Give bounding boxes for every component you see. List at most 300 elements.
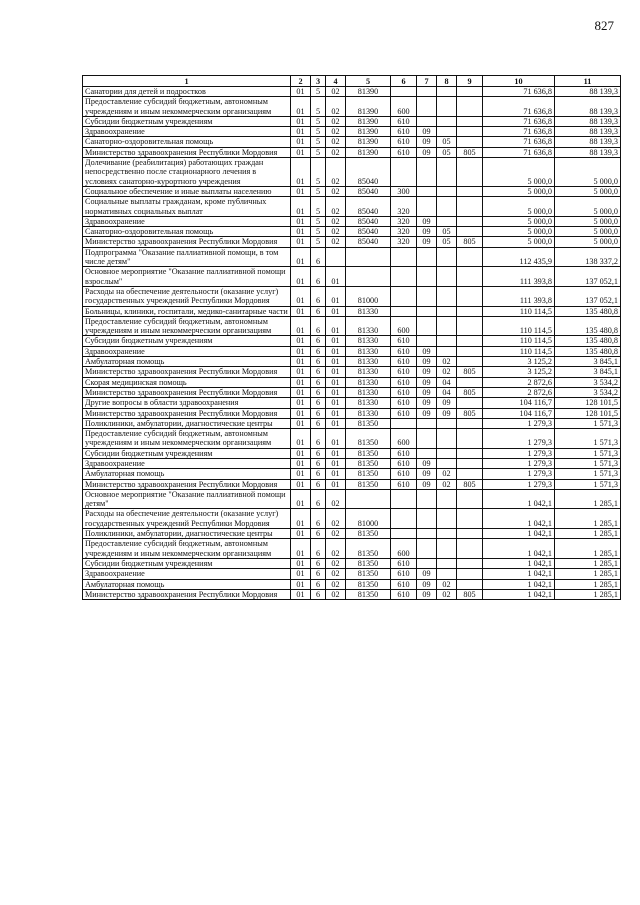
code-cell: 01 [291, 316, 311, 336]
code-cell [457, 448, 483, 458]
code-cell: 610 [391, 558, 417, 568]
code-cell [417, 186, 437, 196]
code-cell: 5 [311, 127, 326, 137]
code-cell [457, 346, 483, 356]
code-cell: 5 [311, 227, 326, 237]
code-cell [437, 346, 457, 356]
table-row [83, 316, 621, 336]
code-cell [417, 418, 437, 428]
amount-cell: 3 845,1 [555, 357, 621, 367]
amount-cell: 1 042,1 [483, 489, 555, 509]
code-cell [457, 97, 483, 117]
amount-cell: 2 872,6 [483, 387, 555, 397]
code-cell: 09 [417, 137, 437, 147]
amount-cell: 2 872,6 [483, 377, 555, 387]
code-cell [417, 509, 437, 529]
amount-cell: 1 285,1 [555, 558, 621, 568]
code-cell: 81350 [346, 529, 391, 539]
code-cell: 85040 [346, 186, 391, 196]
amount-cell: 5 000,0 [483, 186, 555, 196]
code-cell: 01 [291, 147, 311, 157]
code-cell: 6 [311, 377, 326, 387]
row-name: Основное мероприятие "Оказание паллиативной помощи детям" [83, 489, 291, 509]
code-cell: 01 [291, 569, 311, 579]
table-row [83, 429, 621, 449]
row-name: Санаторно-оздоровительная помощь [83, 227, 291, 237]
code-cell: 01 [291, 247, 311, 267]
amount-cell: 135 480,8 [555, 346, 621, 356]
code-cell [457, 509, 483, 529]
code-cell [457, 227, 483, 237]
code-cell: 01 [291, 398, 311, 408]
table-row [83, 589, 621, 599]
code-cell: 85040 [346, 227, 391, 237]
code-cell: 01 [291, 579, 311, 589]
code-cell: 81350 [346, 429, 391, 449]
amount-cell: 112 435,9 [483, 247, 555, 267]
code-cell: 02 [326, 116, 346, 126]
code-cell: 01 [326, 286, 346, 306]
row-name: Предоставление субсидий бюджетным, автономным учреждениям и иным некоммерческим организациям [83, 97, 291, 117]
code-cell: 610 [391, 377, 417, 387]
row-name: Министерство здравоохранения Республики Мордовия [83, 147, 291, 157]
code-cell: 610 [391, 479, 417, 489]
code-cell: 09 [417, 579, 437, 589]
code-cell: 02 [326, 158, 346, 187]
code-cell: 01 [291, 458, 311, 468]
code-cell: 81330 [346, 336, 391, 346]
code-cell: 805 [457, 589, 483, 599]
row-name: Социальные выплаты гражданам, кроме публичных нормативных социальных выплат [83, 197, 291, 217]
amount-cell: 1 042,1 [483, 589, 555, 599]
amount-cell: 5 000,0 [483, 197, 555, 217]
row-name: Субсидии бюджетным учреждениям [83, 336, 291, 346]
code-cell [437, 418, 457, 428]
table-row [83, 558, 621, 568]
code-cell: 04 [437, 387, 457, 397]
code-cell [457, 158, 483, 187]
code-cell [437, 529, 457, 539]
code-cell: 6 [311, 367, 326, 377]
row-name: Расходы на обеспечение деятельности (оказание услуг) государственных учреждений Республики Мордовия [83, 509, 291, 529]
amount-cell: 71 636,8 [483, 127, 555, 137]
table-row [83, 479, 621, 489]
table-row [83, 469, 621, 479]
amount-cell: 71 636,8 [483, 147, 555, 157]
code-cell: 610 [391, 589, 417, 599]
row-name: Поликлиники, амбулатории, диагностические центры [83, 418, 291, 428]
page-number: 827 [594, 18, 614, 33]
code-cell: 81000 [346, 286, 391, 306]
code-cell [437, 336, 457, 346]
code-cell: 09 [417, 127, 437, 137]
code-cell: 5 [311, 186, 326, 196]
row-name: Амбулаторная помощь [83, 357, 291, 367]
code-cell: 09 [417, 469, 437, 479]
amount-cell: 1 571,3 [555, 448, 621, 458]
code-cell [437, 306, 457, 316]
code-cell [437, 429, 457, 449]
table-row [83, 306, 621, 316]
table-row [83, 539, 621, 559]
code-cell: 01 [291, 479, 311, 489]
code-cell: 02 [326, 489, 346, 509]
row-name: Здравоохранение [83, 458, 291, 468]
code-cell [417, 306, 437, 316]
code-cell: 6 [311, 316, 326, 336]
code-cell [417, 267, 437, 287]
amount-cell: 3 125,2 [483, 357, 555, 367]
code-cell: 01 [326, 387, 346, 397]
code-cell [391, 286, 417, 306]
code-cell: 6 [311, 398, 326, 408]
code-cell [437, 558, 457, 568]
code-cell: 6 [311, 408, 326, 418]
code-cell: 01 [291, 377, 311, 387]
code-cell [346, 489, 391, 509]
code-cell: 02 [326, 237, 346, 247]
code-cell: 09 [417, 367, 437, 377]
amount-cell: 1 279,3 [483, 479, 555, 489]
code-cell: 6 [311, 489, 326, 509]
code-cell [437, 316, 457, 336]
code-cell: 5 [311, 97, 326, 117]
code-cell: 01 [291, 127, 311, 137]
code-cell: 01 [291, 418, 311, 428]
amount-cell: 1 285,1 [555, 489, 621, 509]
row-name: Расходы на обеспечение деятельности (оказание услуг) государственных учреждений Республики Мордовия [83, 286, 291, 306]
code-cell: 805 [457, 387, 483, 397]
header-row [83, 76, 621, 87]
code-cell: 610 [391, 569, 417, 579]
code-cell [437, 448, 457, 458]
code-cell: 05 [437, 227, 457, 237]
row-name: Министерство здравоохранения Республики Мордовия [83, 408, 291, 418]
code-cell [437, 489, 457, 509]
code-cell [457, 87, 483, 97]
table-row [83, 186, 621, 196]
amount-cell: 5 000,0 [555, 186, 621, 196]
amount-cell: 3 125,2 [483, 367, 555, 377]
code-cell: 805 [457, 479, 483, 489]
code-cell [457, 127, 483, 137]
code-cell [437, 87, 457, 97]
table-row [83, 267, 621, 287]
code-cell: 600 [391, 429, 417, 449]
amount-cell: 128 101,5 [555, 408, 621, 418]
amount-cell: 1 285,1 [555, 569, 621, 579]
code-cell [457, 398, 483, 408]
amount-cell: 1 285,1 [555, 579, 621, 589]
code-cell: 5 [311, 137, 326, 147]
code-cell: 610 [391, 147, 417, 157]
code-cell: 81330 [346, 346, 391, 356]
code-cell: 6 [311, 448, 326, 458]
code-cell: 81350 [346, 458, 391, 468]
code-cell: 81390 [346, 137, 391, 147]
amount-cell: 1 042,1 [483, 569, 555, 579]
code-cell [457, 579, 483, 589]
amount-cell: 1 042,1 [483, 558, 555, 568]
amount-cell: 88 139,3 [555, 97, 621, 117]
code-cell [457, 469, 483, 479]
code-cell: 01 [326, 336, 346, 346]
code-cell [391, 158, 417, 187]
code-cell: 09 [417, 237, 437, 247]
code-cell: 09 [417, 346, 437, 356]
code-cell: 6 [311, 418, 326, 428]
row-name: Министерство здравоохранения Республики Мордовия [83, 387, 291, 397]
code-cell: 320 [391, 227, 417, 237]
amount-cell: 88 139,3 [555, 127, 621, 137]
code-cell: 01 [326, 448, 346, 458]
amount-cell: 3 845,1 [555, 367, 621, 377]
code-cell: 02 [437, 479, 457, 489]
code-cell: 01 [326, 306, 346, 316]
code-cell: 09 [417, 387, 437, 397]
table-row [83, 509, 621, 529]
code-cell: 81330 [346, 306, 391, 316]
amount-cell: 1 571,3 [555, 479, 621, 489]
amount-cell: 5 000,0 [555, 237, 621, 247]
code-cell: 81350 [346, 418, 391, 428]
amount-cell: 137 052,1 [555, 286, 621, 306]
table-row [83, 336, 621, 346]
code-cell: 02 [326, 529, 346, 539]
code-cell: 02 [437, 367, 457, 377]
amount-cell: 71 636,8 [483, 116, 555, 126]
code-cell: 6 [311, 579, 326, 589]
row-name: Министерство здравоохранения Республики Мордовия [83, 367, 291, 377]
code-cell [417, 558, 437, 568]
code-cell [417, 87, 437, 97]
code-cell [417, 197, 437, 217]
amount-cell: 88 139,3 [555, 137, 621, 147]
code-cell: 01 [326, 469, 346, 479]
row-name: Амбулаторная помощь [83, 469, 291, 479]
code-cell: 01 [291, 186, 311, 196]
code-cell: 01 [291, 306, 311, 316]
code-cell: 6 [311, 267, 326, 287]
code-cell: 81330 [346, 357, 391, 367]
code-cell: 02 [326, 87, 346, 97]
code-cell: 5 [311, 147, 326, 157]
code-cell: 805 [457, 147, 483, 157]
amount-cell: 1 571,3 [555, 418, 621, 428]
code-cell: 01 [291, 97, 311, 117]
code-cell: 81350 [346, 579, 391, 589]
amount-cell: 5 000,0 [483, 227, 555, 237]
column-header: 7 [417, 76, 437, 87]
code-cell [437, 539, 457, 559]
code-cell [391, 529, 417, 539]
code-cell: 81390 [346, 116, 391, 126]
row-name: Долечивание (реабилитация) работающих граждан непосредственно после стационарного лечения в условиях санаторно-курортного учреждения [83, 158, 291, 187]
code-cell: 01 [291, 489, 311, 509]
code-cell: 81330 [346, 367, 391, 377]
code-cell [457, 539, 483, 559]
code-cell: 01 [326, 479, 346, 489]
row-name: Здравоохранение [83, 569, 291, 579]
code-cell [457, 336, 483, 346]
code-cell: 01 [291, 227, 311, 237]
code-cell [457, 458, 483, 468]
row-name: Основное мероприятие "Оказание паллиативной помощи взрослым" [83, 267, 291, 287]
code-cell: 300 [391, 186, 417, 196]
code-cell: 09 [417, 589, 437, 599]
code-cell: 01 [291, 509, 311, 529]
row-name: Скорая медицинская помощь [83, 377, 291, 387]
code-cell: 610 [391, 387, 417, 397]
code-cell: 610 [391, 398, 417, 408]
code-cell: 85040 [346, 216, 391, 226]
column-header: 10 [483, 76, 555, 87]
code-cell: 5 [311, 116, 326, 126]
code-cell: 05 [437, 137, 457, 147]
row-name: Здравоохранение [83, 346, 291, 356]
code-cell: 01 [291, 87, 311, 97]
amount-cell: 1 279,3 [483, 448, 555, 458]
code-cell: 02 [326, 197, 346, 217]
code-cell [457, 529, 483, 539]
code-cell: 01 [326, 267, 346, 287]
table-row [83, 158, 621, 187]
code-cell: 81330 [346, 377, 391, 387]
code-cell: 6 [311, 357, 326, 367]
code-cell: 81330 [346, 387, 391, 397]
code-cell: 05 [437, 147, 457, 157]
code-cell [346, 247, 391, 267]
code-cell: 610 [391, 458, 417, 468]
code-cell: 09 [437, 398, 457, 408]
column-header: 9 [457, 76, 483, 87]
amount-cell: 71 636,8 [483, 137, 555, 147]
code-cell [391, 306, 417, 316]
column-header: 2 [291, 76, 311, 87]
code-cell [417, 336, 437, 346]
code-cell: 610 [391, 579, 417, 589]
amount-cell: 88 139,3 [555, 147, 621, 157]
code-cell: 81350 [346, 569, 391, 579]
amount-cell: 1 279,3 [483, 418, 555, 428]
code-cell: 600 [391, 97, 417, 117]
table-row [83, 387, 621, 397]
code-cell: 02 [326, 186, 346, 196]
code-cell [437, 247, 457, 267]
row-name: Министерство здравоохранения Республики Мордовия [83, 479, 291, 489]
code-cell: 600 [391, 539, 417, 559]
table-row [83, 116, 621, 126]
code-cell: 01 [291, 408, 311, 418]
table-row [83, 87, 621, 97]
code-cell: 01 [291, 336, 311, 346]
code-cell: 81390 [346, 87, 391, 97]
code-cell: 5 [311, 87, 326, 97]
table-row [83, 237, 621, 247]
code-cell: 6 [311, 569, 326, 579]
amount-cell: 1 042,1 [483, 579, 555, 589]
table-row [83, 346, 621, 356]
amount-cell: 1 571,3 [555, 429, 621, 449]
code-cell: 610 [391, 357, 417, 367]
code-cell: 09 [417, 357, 437, 367]
amount-cell: 5 000,0 [555, 216, 621, 226]
amount-cell: 110 114,5 [483, 306, 555, 316]
table-row [83, 97, 621, 117]
code-cell: 02 [437, 589, 457, 599]
table-row [83, 137, 621, 147]
code-cell [457, 558, 483, 568]
code-cell: 5 [311, 158, 326, 187]
code-cell: 81350 [346, 448, 391, 458]
code-cell [391, 247, 417, 267]
amount-cell: 135 480,8 [555, 316, 621, 336]
code-cell: 01 [326, 429, 346, 449]
code-cell: 01 [326, 408, 346, 418]
code-cell: 09 [437, 408, 457, 418]
code-cell [391, 87, 417, 97]
amount-cell: 1 279,3 [483, 429, 555, 449]
row-name: Предоставление субсидий бюджетным, автономным учреждениям и иным некоммерческим организациям [83, 539, 291, 559]
amount-cell: 5 000,0 [555, 227, 621, 237]
amount-cell: 111 393,8 [483, 267, 555, 287]
code-cell [457, 137, 483, 147]
column-header: 4 [326, 76, 346, 87]
code-cell: 6 [311, 306, 326, 316]
column-header: 8 [437, 76, 457, 87]
amount-cell: 88 139,3 [555, 87, 621, 97]
code-cell: 81350 [346, 469, 391, 479]
row-name: Субсидии бюджетным учреждениям [83, 116, 291, 126]
code-cell: 6 [311, 479, 326, 489]
code-cell: 320 [391, 197, 417, 217]
code-cell: 81350 [346, 479, 391, 489]
code-cell [457, 286, 483, 306]
code-cell: 01 [291, 529, 311, 539]
code-cell: 610 [391, 408, 417, 418]
code-cell: 81330 [346, 398, 391, 408]
code-cell: 81350 [346, 539, 391, 559]
budget-table [82, 75, 621, 600]
code-cell: 805 [457, 408, 483, 418]
code-cell: 01 [291, 216, 311, 226]
table-row [83, 489, 621, 509]
table-row [83, 227, 621, 237]
code-cell: 05 [437, 237, 457, 247]
code-cell: 610 [391, 137, 417, 147]
column-header: 11 [555, 76, 621, 87]
code-cell: 01 [326, 418, 346, 428]
code-cell: 81390 [346, 97, 391, 117]
amount-cell: 1 285,1 [555, 589, 621, 599]
code-cell: 09 [417, 408, 437, 418]
code-cell: 09 [417, 398, 437, 408]
code-cell: 610 [391, 469, 417, 479]
code-cell: 610 [391, 346, 417, 356]
code-cell: 01 [291, 158, 311, 187]
code-cell [437, 216, 457, 226]
code-cell: 02 [437, 469, 457, 479]
code-cell: 02 [326, 137, 346, 147]
amount-cell: 137 052,1 [555, 267, 621, 287]
row-name: Санаторно-оздоровительная помощь [83, 137, 291, 147]
code-cell: 01 [291, 346, 311, 356]
row-name: Министерство здравоохранения Республики Мордовия [83, 589, 291, 599]
amount-cell: 1 571,3 [555, 469, 621, 479]
code-cell: 01 [291, 357, 311, 367]
code-cell: 02 [437, 579, 457, 589]
table-row [83, 216, 621, 226]
